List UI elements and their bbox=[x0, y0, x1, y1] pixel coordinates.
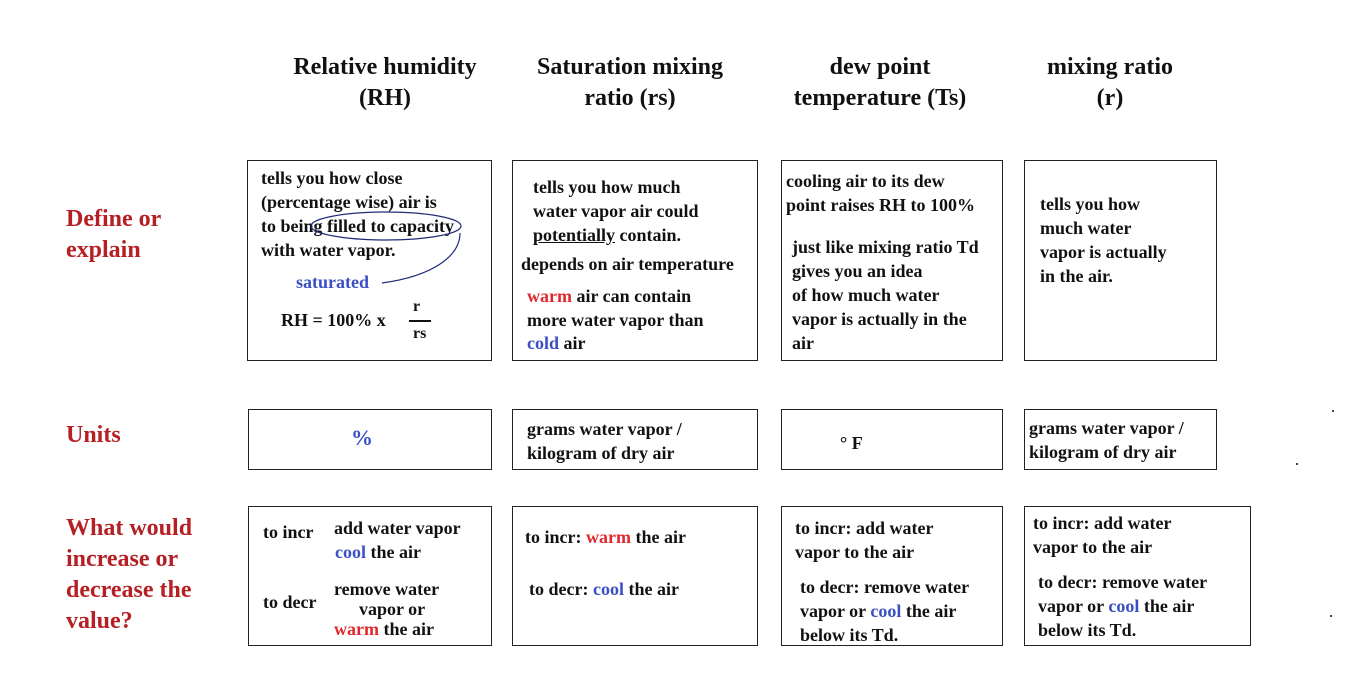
text-line: remove water bbox=[334, 579, 440, 599]
cell-define-dew bbox=[781, 160, 1003, 361]
text-line: add water vapor bbox=[334, 518, 461, 538]
text-line: cool the air bbox=[335, 542, 421, 562]
text-line: tells you how close bbox=[261, 168, 403, 188]
text-line: vapor is actually bbox=[1040, 242, 1167, 262]
stray-dot bbox=[1332, 410, 1334, 412]
unit-percent: % bbox=[351, 425, 373, 450]
text-line: to incr: warm the air bbox=[525, 527, 686, 547]
decr-label: to decr bbox=[263, 592, 317, 612]
text-line: kilogram of dry air bbox=[1029, 442, 1177, 462]
header-dew-point-temperature: dew point temperature (Ts) bbox=[793, 54, 967, 111]
text-line: vapor or bbox=[359, 599, 426, 619]
cell-units-dew bbox=[781, 409, 1003, 470]
filled-to-capacity-phrase: filled to capacity bbox=[327, 216, 454, 236]
text-line: in the air. bbox=[1040, 266, 1113, 286]
text-line: vapor or cool the air bbox=[1038, 596, 1195, 616]
text-line: point raises RH to 100% bbox=[786, 195, 975, 215]
text-line: warm air can contain bbox=[527, 286, 692, 306]
text-line: tells you how bbox=[1040, 194, 1141, 214]
row-label-units: Units bbox=[66, 422, 121, 448]
text-line: cooling air to its dew bbox=[786, 171, 945, 191]
incr-label: to incr bbox=[263, 522, 314, 542]
text-line: of how much water bbox=[792, 285, 940, 305]
cell-change-dew bbox=[781, 506, 1003, 646]
text-line: air bbox=[792, 333, 814, 353]
cell-change-srs bbox=[512, 506, 758, 646]
cell-change-rh bbox=[248, 506, 492, 646]
text-line: vapor or cool the air bbox=[800, 601, 957, 621]
text-line: to being filled to capacity bbox=[261, 216, 454, 236]
formula-numerator: r bbox=[413, 298, 421, 315]
text-line: potentially contain. bbox=[533, 225, 682, 245]
text-line: cold air bbox=[527, 333, 586, 353]
cell-define-rh bbox=[247, 160, 492, 361]
text-line: warm the air bbox=[334, 619, 434, 639]
text-line: kilogram of dry air bbox=[527, 443, 675, 463]
text-line: just like mixing ratio Td bbox=[792, 237, 979, 257]
text-line: below its Td. bbox=[1038, 620, 1137, 640]
cell-define-mr bbox=[1024, 160, 1217, 361]
cell-change-mr bbox=[1024, 506, 1251, 646]
text-line: grams water vapor / bbox=[527, 419, 682, 439]
text-line: water vapor air could bbox=[533, 201, 699, 221]
text-line: tells you how much bbox=[533, 177, 681, 197]
capacity-circle-annotation bbox=[248, 161, 493, 362]
saturated-annotation: saturated bbox=[296, 272, 369, 292]
cell-units-mr bbox=[1024, 409, 1217, 470]
text-line: vapor to the air bbox=[1033, 537, 1153, 557]
text-line: to incr: add water bbox=[1033, 513, 1172, 533]
header-relative-humidity: Relative humidity (RH) bbox=[293, 54, 477, 111]
unit-fahrenheit: ° F bbox=[840, 433, 863, 453]
text-line: to decr: cool the air bbox=[529, 579, 679, 599]
cell-define-srs bbox=[512, 160, 758, 361]
text-line: to incr: add water bbox=[795, 518, 934, 538]
text-line: more water vapor than bbox=[527, 310, 704, 330]
text-line: with water vapor. bbox=[261, 240, 396, 260]
row-label-change: What would increase or decrease the value? bbox=[66, 515, 193, 634]
text-line: below its Td. bbox=[800, 625, 899, 645]
stray-dot bbox=[1296, 463, 1298, 465]
text-line: vapor is actually in the bbox=[792, 309, 967, 329]
header-mixing-ratio: mixing ratio (r) bbox=[1047, 54, 1173, 111]
rh-formula: RH = 100% x bbox=[281, 310, 386, 330]
text-line: to decr: remove water bbox=[800, 577, 970, 597]
text-line: vapor to the air bbox=[795, 542, 915, 562]
text-line: to decr: remove water bbox=[1038, 572, 1208, 592]
stray-dot bbox=[1330, 615, 1332, 617]
row-label-define: Define or explain bbox=[66, 206, 162, 263]
cell-units-rh bbox=[248, 409, 492, 470]
text-line: depends on air temperature bbox=[521, 254, 734, 274]
text-line: grams water vapor / bbox=[1029, 418, 1184, 438]
formula-denominator: rs bbox=[413, 325, 427, 342]
header-saturation-mixing-ratio: Saturation mixing ratio (rs) bbox=[536, 54, 724, 111]
text-line: much water bbox=[1040, 218, 1132, 238]
text-line: gives you an idea bbox=[792, 261, 923, 281]
text-line: (percentage wise) air is bbox=[261, 192, 437, 212]
cell-units-srs bbox=[512, 409, 758, 470]
